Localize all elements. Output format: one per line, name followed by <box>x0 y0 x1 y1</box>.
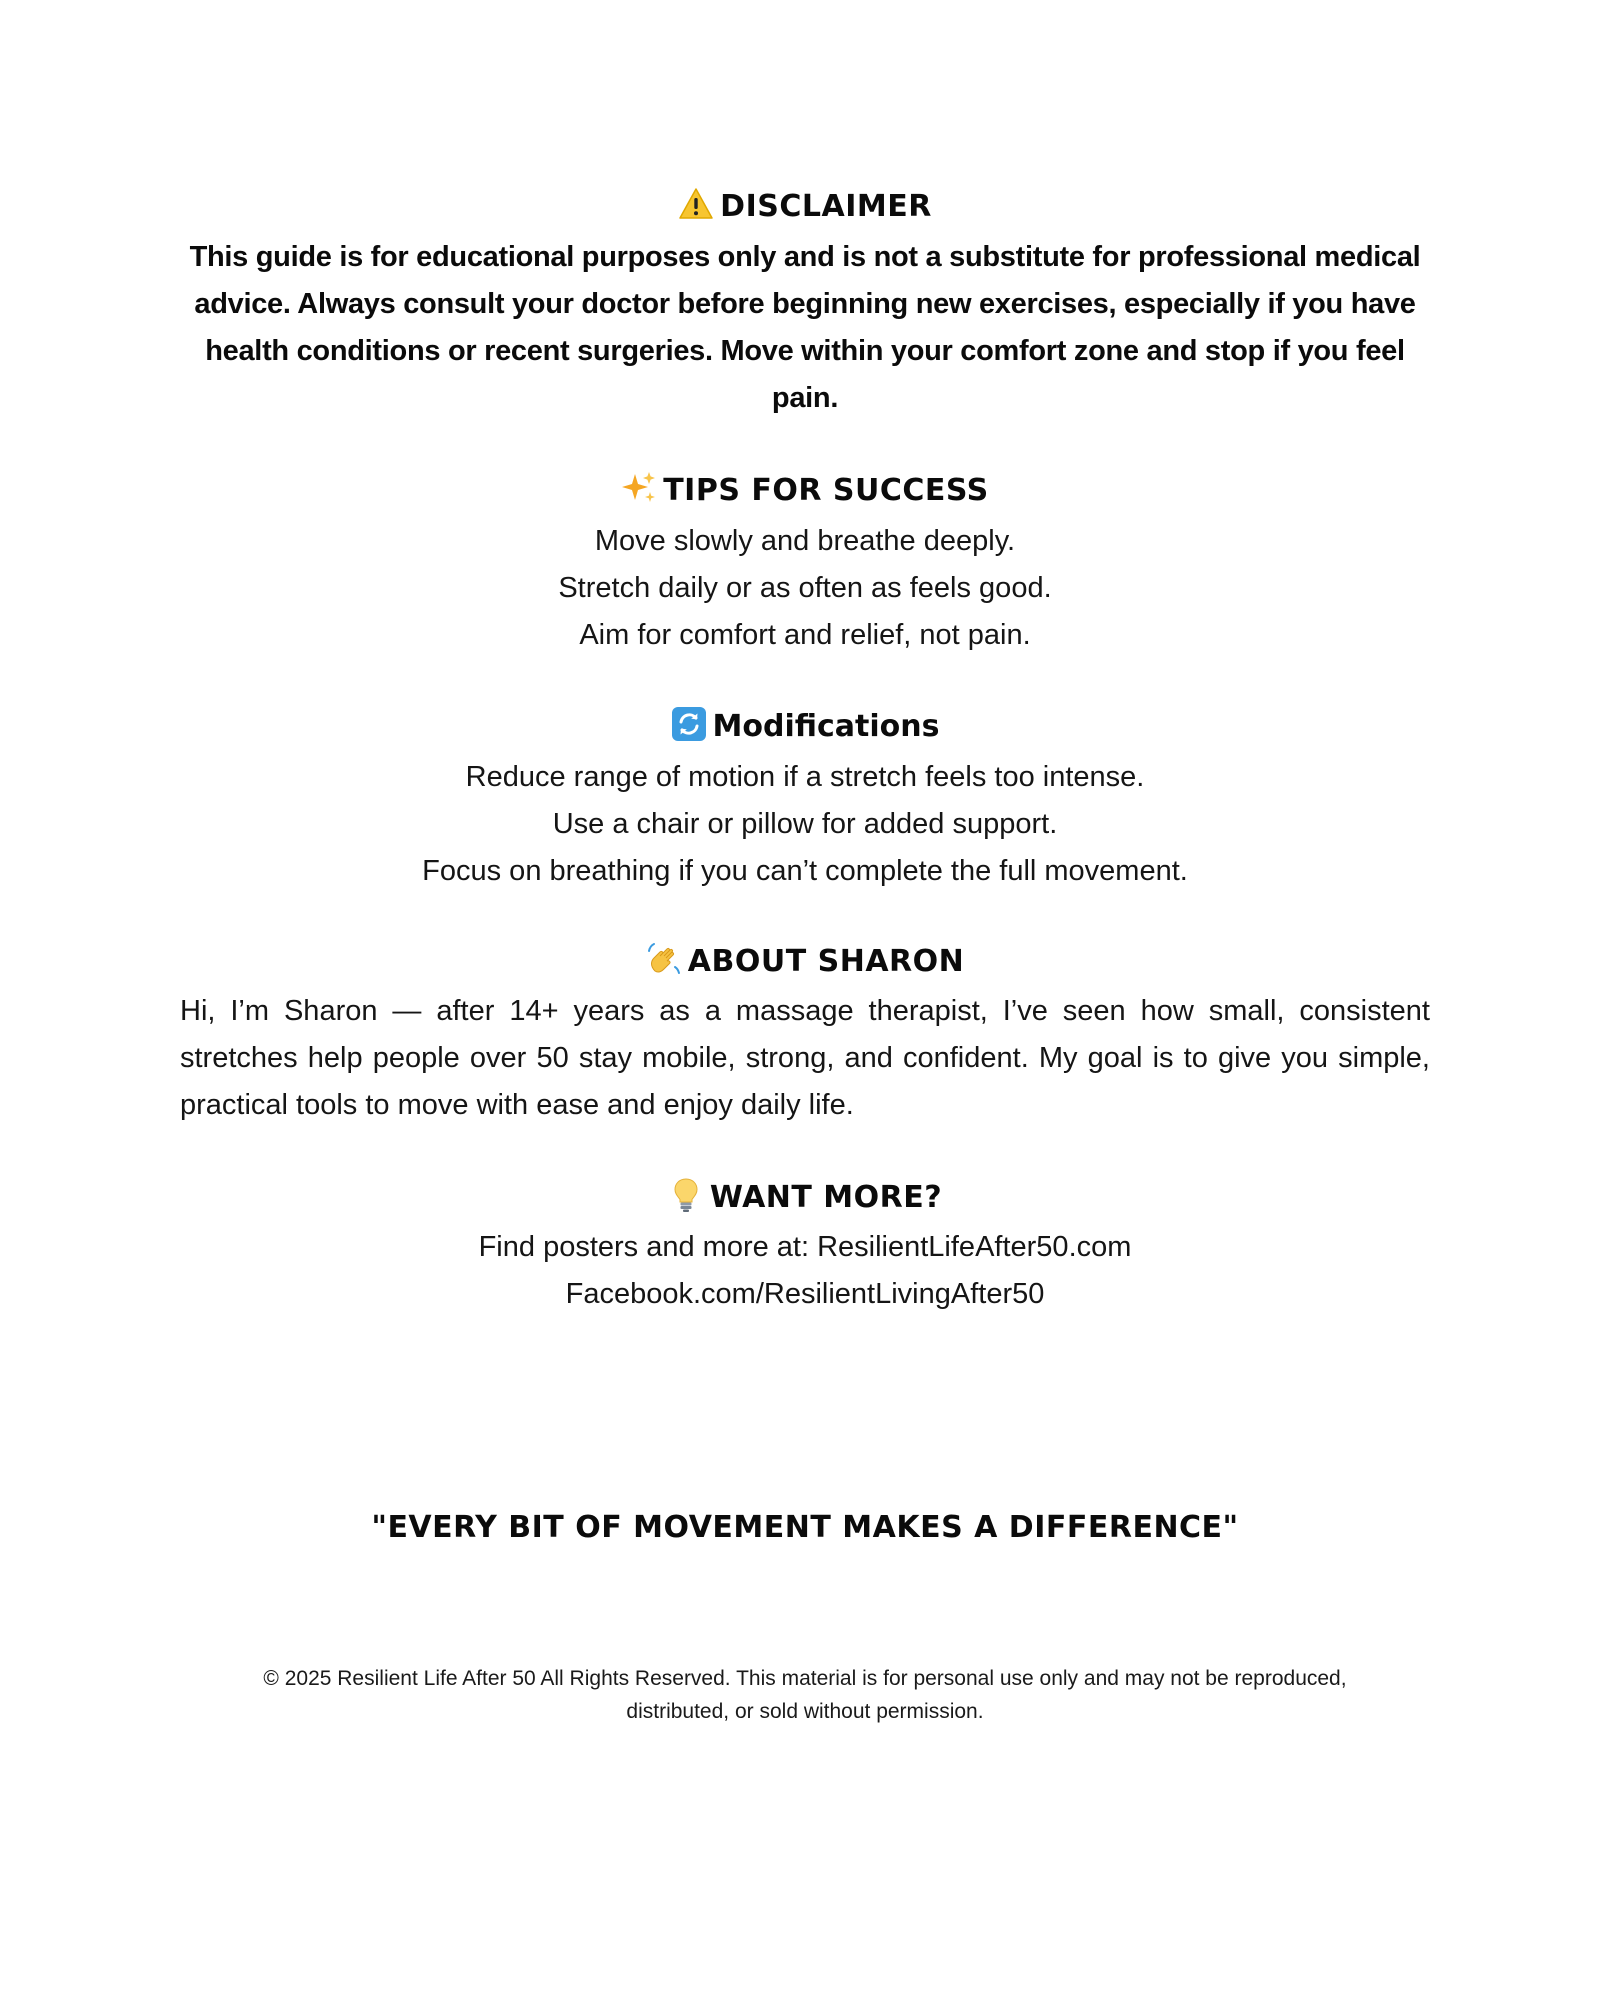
waving-hand-icon <box>646 941 682 977</box>
facebook-link[interactable]: Facebook.com/ResilientLivingAfter50 <box>565 1278 1045 1310</box>
disclaimer-body: This guide is for educational purposes only and is not a substitute for professional medical advice. Always consult your doctor before beginning new exercises, especially if you have health conditions or recent surgeries. Move within your comfort zone and stop if you feel pain. <box>189 241 1421 414</box>
about-body: Hi, I’m Sharon — after 14+ years as a massage therapist, I’ve seen how small, consistent stretches help people over 50 stay mobile, strong, and confident. My goal is to give you simple, practical tools to move with ease and enjoy daily life. <box>180 995 1430 1121</box>
about-heading-text: ABOUT SHARON <box>687 944 965 979</box>
page <box>180 0 1430 2000</box>
want-more-heading <box>180 1177 1430 1218</box>
website-link[interactable]: Find posters and more at: ResilientLifeAfter50.com <box>478 1231 1132 1263</box>
warning-icon <box>678 186 714 222</box>
tips-heading-text: TIPS FOR SUCCESS <box>663 473 989 508</box>
modifications-heading <box>180 706 1430 747</box>
want-more-list <box>180 1224 1430 1318</box>
list-item: Stretch daily or as often as feels good. <box>558 572 1052 604</box>
modifications-list <box>180 754 1430 895</box>
about-heading <box>180 941 1430 982</box>
list-item: Move slowly and breathe deeply. <box>594 525 1016 557</box>
tips-heading <box>180 470 1430 511</box>
copyright-notice: © 2025 Resilient Life After 50 All Rights Reserved. This material is for personal use only and may not be reproduced, distributed, or sold without permission. <box>263 1667 1347 1723</box>
light-bulb-icon <box>668 1177 704 1213</box>
disclaimer-heading <box>180 186 1430 227</box>
list-item: Aim for comfort and relief, not pain. <box>579 619 1031 651</box>
modifications-heading-text: Modifications <box>712 709 940 744</box>
want-more-heading-text: WANT MORE? <box>709 1180 943 1215</box>
tips-list <box>180 518 1430 659</box>
disclaimer-heading-text: DISCLAIMER <box>720 189 932 224</box>
list-item: Use a chair or pillow for added support. <box>552 808 1058 840</box>
refresh-icon <box>671 706 707 742</box>
motivational-quote: "EVERY BIT OF MOVEMENT MAKES A DIFFERENCE" <box>371 1510 1239 1545</box>
list-item: Focus on breathing if you can’t complete the full movement. <box>422 855 1188 887</box>
sparkles-icon <box>621 470 657 506</box>
list-item: Reduce range of motion if a stretch feels too intense. <box>465 761 1145 793</box>
